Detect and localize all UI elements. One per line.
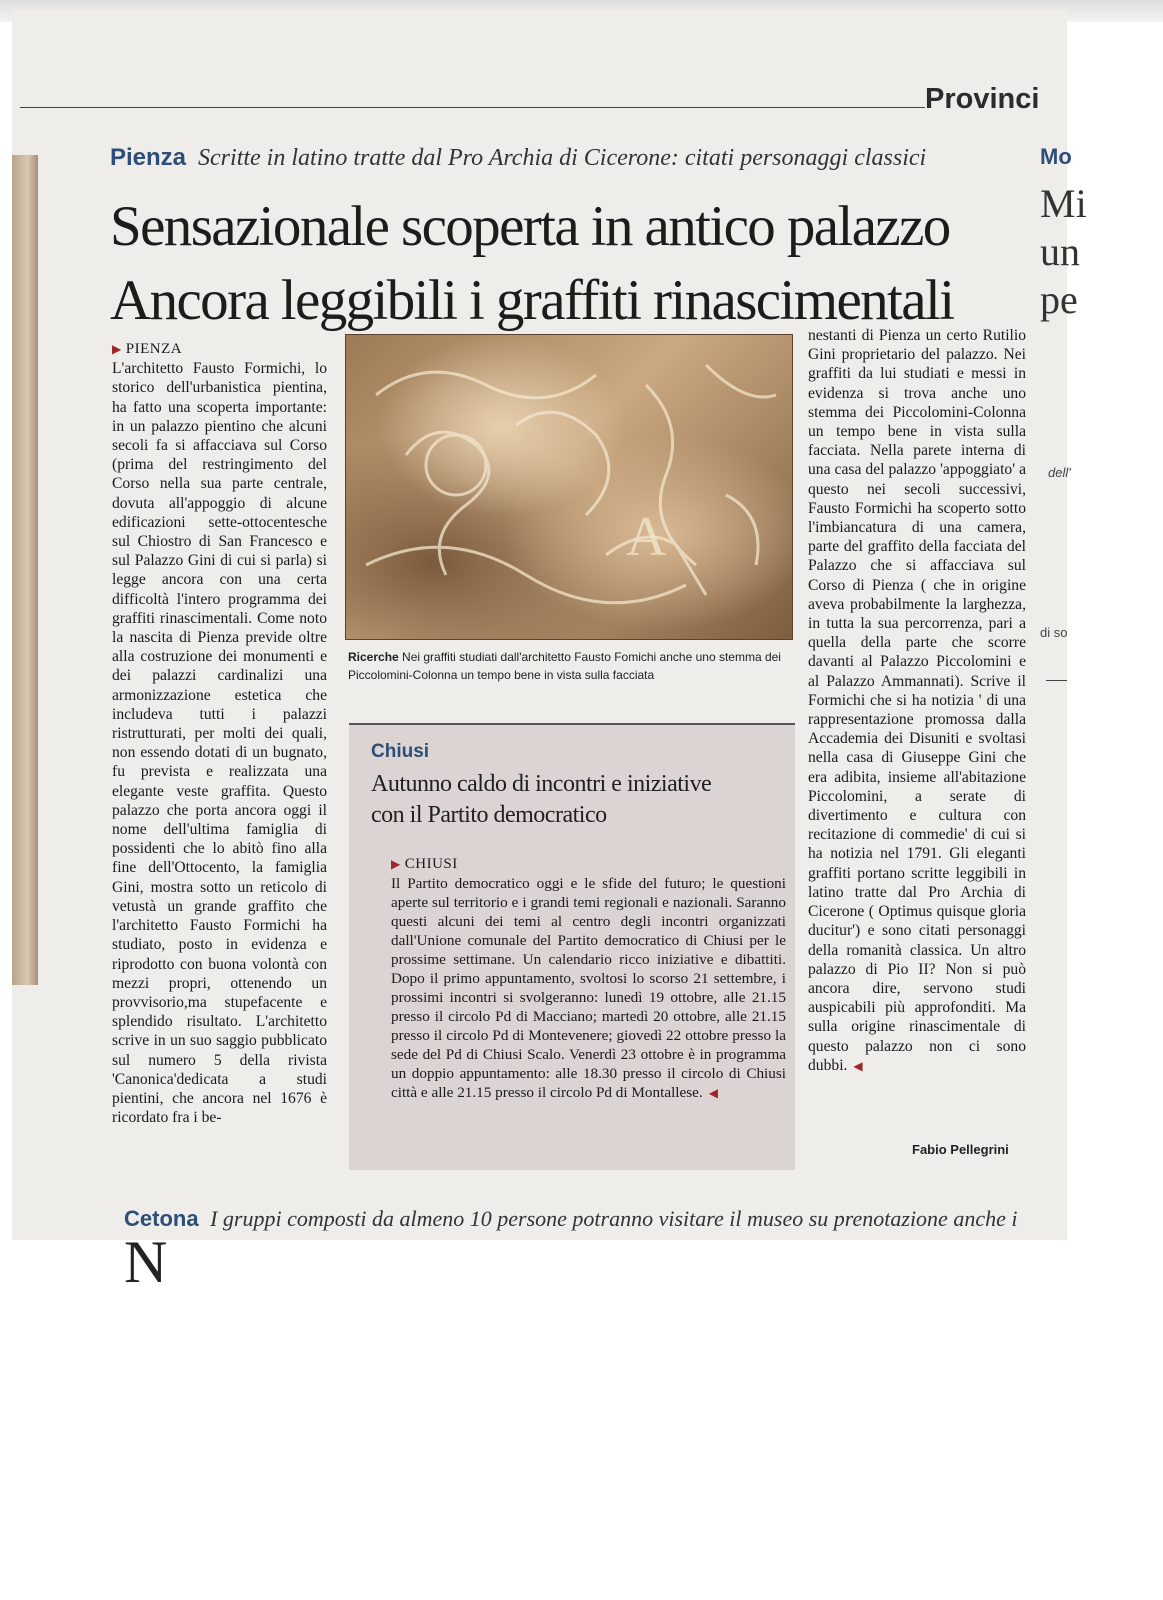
adjacent-headline-2: un [1040, 229, 1080, 274]
chiusi-sidebar-box [349, 723, 795, 1170]
article-column-3-text: nestanti di Pienza un certo Rutilio Gini proprietario del palazzo. Nei graffiti da lui studiati e messi in evidenza si trova anche uno stemma dei Piccolomini-Colonna un tempo bene in vista sulla facciata. Nella parete interna di una casa del palazzo 'appoggiato' a questo nei secoli successivi, Fausto Formichi ha scoperto sotto l'imbiancatura di una camera, parte del graffito della facciata del Palazzo che si affacciava sul Corso di Pienza ( che in origine aveva probabilmente la larghezza, in tutta la sua percorrenza, pari a quella della parte che scorre davanti al Palazzo Piccolomini e al Palazzo Ammannati). Scrive il Formichi che si ha notizia ' di una rappresentazione promossa dalla Accademia dei Disuniti e svoltasi nella casa di Giuseppe Gini che era adibita, insieme all'abitazione Piccolomini, a serate di divertimento e cultura con recitazione di commedie' di cui si ha notizia nel 1791. Gli eleganti graffiti portano scritte leggibili in latino tratte dal Pro Archia di Cicerone ( Optimus quisque gloria ducitur') e sono citati personaggi della romanità classica. Un altro palazzo di Pio II? Non si può ancora dire, servono studi auspicabili più approfonditi. Ma sulla origine rinascimentale di questo palazzo non ci sono dubbi. [808, 327, 1026, 1074]
next-article-kicker [124, 1206, 1068, 1232]
graffiti-photo [345, 334, 793, 640]
adjacent-place: Mo [1040, 144, 1072, 169]
article-column-3 [808, 326, 1026, 1076]
graffiti-illustration [346, 335, 792, 639]
box-headline: Autunno caldo di incontri e iniziative con il Partito democratico [371, 771, 712, 828]
left-adjacent-photo-strip [12, 155, 38, 985]
adjacent-headline-3: pe [1040, 277, 1078, 322]
adjacent-headline-1: Mi [1040, 181, 1087, 226]
section-rule [20, 107, 925, 108]
dateline-marker-icon: ▶ [391, 857, 401, 871]
box-body-text: Il Partito democratico oggi e le sfide del futuro; le questioni aperte sul territorio e i grandi temi regionali e nazionali. Saranno questi alcuni dei temi al centro degli incontri organizzati dall'Unione comunale del Partito democratico di Chiusi per le prossime settimane. Un calendario ricco iniziative e dibattiti. Dopo il primo appuntamento, svoltosi lo scorso 21 settembre, i prossimi incontri si svolgeranno: lunedì 19 ottobre, alle 21.15 presso il circolo Pd di Macciano; martedì 20 ottobre, alle 21.15 presso il circolo Pd di Montevenere; giovedì 22 ottobre presso la sede del Pd di Chiusi Scalo. Venerdì 23 ottobre è in programma un doppio appuntamento: alle 18.30 presso il circolo di Chiusi città e alle 21.15 presso il circolo Pd di Montallese. [391, 875, 786, 1101]
article-column-1-text: L'architetto Fausto Formichi, lo storico dell'urbanistica pientina, ha fatto una scoperta importante: in un palazzo pientino che alcuni secoli fa si affacciava sul Corso (prima del restringimento del Corso nella sua parte centrale, dovuta all'appoggio di alcune edificazioni sette-ottocentesche sul Chiostro di San Francesco e sul Palazzo Gini di cui si parla) si legge ancora con una certa difficoltà l'intero programma dei graffiti rinascimentali. Come noto la nascita di Pienza previde oltre alla costruzione dei monumenti e dei palazzi cardinalizi una armonizzazione estetica che includeva tutti i palazzi ristrutturati, per molti dei quali, non essendo dotati di un bugnato, fu prevista e realizzata una elegante veste graffita. Questo palazzo che porta ancora oggi il nome dell'ultima famiglia di possidenti che lo abitò fino alla fine dell'Ottocento, la famiglia Gini, mostra sotto un reticolo di vetustà un grande graffito che l'architetto Fausto Formichi ha studiato, posto in evidenza e riprodotto con buona volontà con mezzi propri, ottenendo un provvisorio,ma stupefacente e splendido risultato. L'architetto scrive in un suo saggio pubblicato sul numero 5 della rivista 'Canonica'dedicata a studi pientini, che ancora nel 1676 è ricordato fra i be- [112, 360, 327, 1127]
headline-line-2: Ancora leggibili i graffiti rinascimentali [110, 269, 954, 332]
adjacent-text-1: dell' [1048, 465, 1071, 480]
box-dateline: ▶ CHIUSI [391, 856, 458, 872]
graffiti-letter: A [626, 506, 667, 568]
article-headline [110, 190, 953, 338]
end-mark-icon: ◀ [708, 1086, 718, 1100]
caption-text: Nei graffiti studiati dall'architetto Fausto Fomichi anche uno stemma dei Piccolomini-Colonna un tempo bene in vista sulla facciata [348, 650, 781, 682]
next-article-kicker-text: I gruppi composti da almeno 10 persone potranno visitare il museo su prenotazione anche i [210, 1206, 1018, 1231]
article-kicker-text: Scritte in latino tratte dal Pro Archia di Cicerone: citati personaggi classici [198, 145, 927, 171]
adjacent-text-2: di so [1040, 625, 1068, 640]
end-mark-icon: ◀ [853, 1058, 863, 1073]
article-kicker [110, 144, 926, 172]
article-column-1 [112, 340, 327, 1127]
headline-line-1: Sensazionale scoperta in antico palazzo [110, 195, 950, 258]
caption-label: Ricerche [348, 650, 399, 664]
article-dateline: ▶ PIENZA [112, 341, 183, 357]
section-name: Provinci [925, 83, 1040, 115]
box-place: Chiusi [371, 741, 430, 762]
article-byline: Fabio Pellegrini [912, 1142, 1009, 1157]
photo-caption [348, 648, 788, 684]
next-article-place: Cetona [124, 1206, 199, 1231]
article-place: Pienza [110, 144, 187, 171]
box-body [391, 855, 786, 1103]
next-article-headline-fragment: N [124, 1229, 168, 1295]
dateline-marker-icon: ▶ [112, 342, 122, 356]
adjacent-rule [1046, 680, 1067, 681]
